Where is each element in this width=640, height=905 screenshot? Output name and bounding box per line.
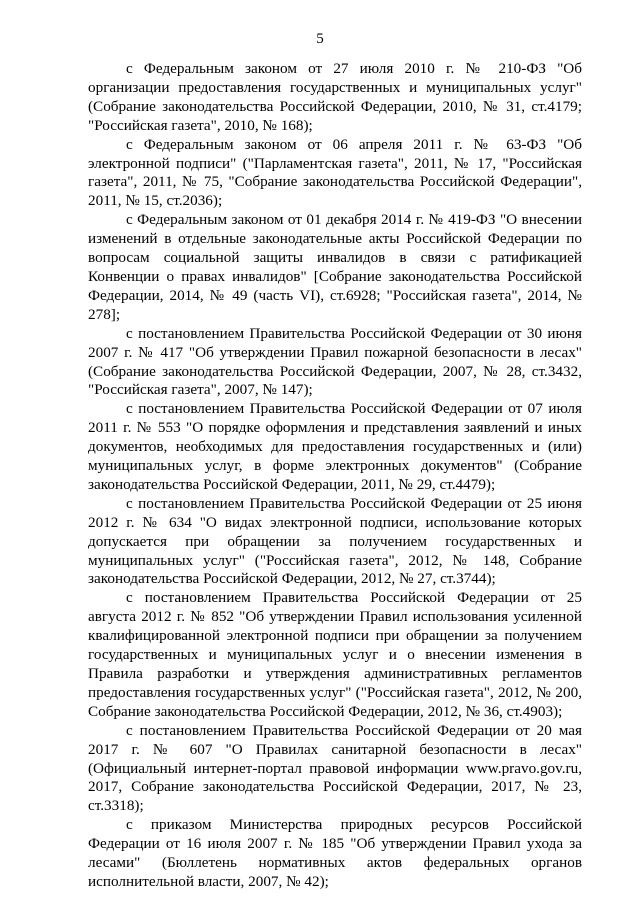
paragraph-resolution-634: с постановлением Правительства Российской Федерации от 25 июня 2012 г. № 634 "О видах электронной подписи, использование которых допускается при обращении за получением государственных и муниципальных услуг" ("Российская газета", 2012, № 148, Собрание законодательства Российской Федерации, 2012, № 27, ст.3744); [88, 494, 582, 588]
paragraph-federal-law-419: с Федеральным законом от 01 декабря 2014 г. № 419-ФЗ "О внесении изменений в отдельные законодательные акты Российской Федерации по вопросам социальной защиты инвалидов в связи с ратификацией Конвенции о правах инвалидов" [Собрание законодательства Российской Федерации, 2014, № 49 (часть VI), ст.6928; "Российская газета", 2014, № 278]; [88, 211, 582, 323]
paragraph-order-185: с приказом Министерства природных ресурсов Российской Федерации от 16 июля 2007 г. № 185 "Об утверждении Правил ухода за лесами" (Бюллетень нормативных актов федеральных органов исполнительной власти, 2007, № 42); [88, 816, 582, 890]
paragraph-federal-law-210: с Федеральным законом от 27 июля 2010 г. № 210-ФЗ "Об организации предоставления государственных и муниципальных услуг" (Собрание законодательства Российской Федерации, 2010, № 31, ст.4179; "Российская газета", 2010, № 168); [88, 60, 582, 134]
page-number: 5 [316, 31, 324, 47]
paragraph-resolution-852: с постановлением Правительства Российской Федерации от 25 августа 2012 г. № 852 "Об утверждении Правил использования усиленной квалифицированной электронной подписи при обращении за получением государственных и муниципальных услуг и о внесении изменения в Правила разработки и утверждения административных регламентов предоставления государственных услуг" ("Российская газета", 2012, № 200, Собрание законодательства Российской Федерации, 2012, № 36, ст.4903); [88, 589, 582, 720]
document-body [88, 60, 582, 892]
paragraph-federal-law-63: с Федеральным законом от 06 апреля 2011 г. № 63-ФЗ "Об электронной подписи" ("Парламентская газета", 2011, № 17, "Российская газета", 2011, № 75, "Собрание законодательства Российской Федерации", 2011, № 15, ст.2036); [88, 135, 582, 210]
paragraph-resolution-417: с постановлением Правительства Российской Федерации от 30 июня 2007 г. № 417 "Об утверждении Правил пожарной безопасности в лесах" (Собрание законодательства Российской Федерации, 2007, № 28, ст.3432, "Российская газета", 2007, № 147); [88, 324, 582, 399]
paragraph-resolution-607: с постановлением Правительства Российской Федерации от 20 мая 2017 г. № 607 "О Правилах санитарной безопасности в лесах" (Официальный интернет-портал правовой информации www.pravo.gov.ru, 2017, Собрание законодательства Российской Федерации, 2017, № 23, ст.3318); [88, 721, 582, 815]
paragraph-resolution-553: с постановлением Правительства Российской Федерации от 07 июля 2011 г. № 553 "О порядке оформления и представления заявлений и иных документов, необходимых для предоставления государственных и (или) муниципальных услуг, в форме электронных документов" (Собрание законодательства Российской Федерации, 2011, № 29, ст.4479); [88, 400, 582, 493]
